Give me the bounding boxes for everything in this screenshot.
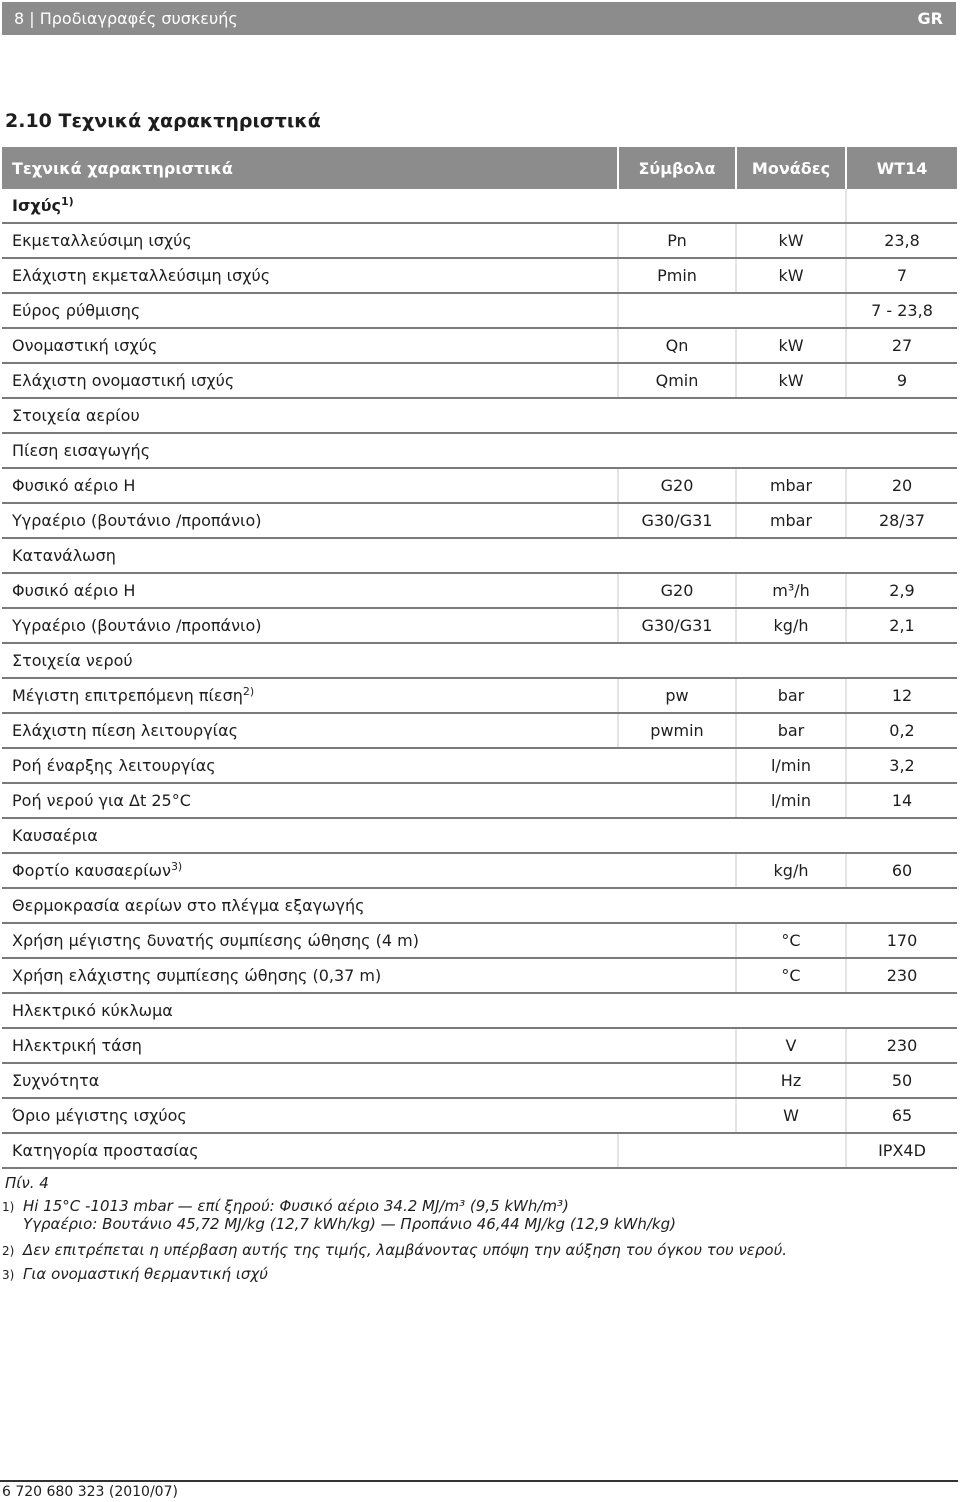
table-row — [2, 888, 957, 923]
row-label-cell — [2, 713, 618, 748]
unit-cell: kW — [736, 258, 846, 293]
value-cell: 28/37 — [846, 503, 957, 538]
table-row — [2, 1098, 957, 1133]
symbol-cell: pwmin — [618, 713, 736, 748]
row-label-cell — [2, 223, 618, 258]
footnote-text: Δεν επιτρέπεται η υπέρβαση αυτής της τιμής, λαμβάνοντας υπόψη την αύξηση του όγκου του νερού. — [23, 1241, 788, 1259]
unit-cell: °C — [736, 958, 846, 993]
value-cell: 7 - 23,8 — [846, 293, 957, 328]
value-cell: 14 — [846, 783, 957, 818]
table-row — [2, 363, 957, 398]
table-row — [2, 643, 957, 678]
unit-cell: m³/h — [736, 573, 846, 608]
row-label-cell — [2, 1133, 618, 1168]
unit-cell: kg/h — [736, 608, 846, 643]
table-row — [2, 573, 957, 608]
value-cell: 2,9 — [846, 573, 957, 608]
row-label-cell — [2, 748, 736, 783]
value-cell: 20 — [846, 468, 957, 503]
footnote-text: Hi 15°C -1013 mbar — επί ξηρού: Φυσικό αέριο 34.2 MJ/m³ (9,5 kWh/m³) — [23, 1197, 569, 1215]
value-cell: 2,1 — [846, 608, 957, 643]
row-label: Πίεση εισαγωγής — [12, 441, 151, 460]
row-label: Ονομαστική ισχύς — [12, 336, 158, 355]
symbol-cell: Qmin — [618, 363, 736, 398]
unit-cell: kW — [736, 363, 846, 398]
footnote-text: Υγραέριο: Βουτάνιο 45,72 MJ/kg (12,7 kWh/kg) — Προπάνιο 46,44 MJ/kg (12,9 kWh/kg) — [23, 1215, 676, 1233]
value-cell: IPX4D — [846, 1133, 957, 1168]
row-label: Ελάχιστη εκμεταλλεύσιμη ισχύς — [12, 266, 271, 285]
symbol-cell: Pmin — [618, 258, 736, 293]
row-label: Υγραέριο (βουτάνιο /προπάνιο) — [12, 511, 262, 530]
footnote-text: Για ονομαστική θερμαντική ισχύ — [23, 1265, 268, 1283]
table-row — [2, 678, 957, 713]
unit-cell: mbar — [736, 468, 846, 503]
row-label-cell — [2, 189, 846, 223]
symbol-unit-cell — [618, 1133, 846, 1168]
row-label: Ισχύς — [12, 196, 62, 215]
page-header-bar — [2, 2, 956, 35]
row-label: Όριο μέγιστης ισχύος — [12, 1106, 187, 1125]
page-label: 8 | Προδιαγραφές συσκευής — [14, 9, 238, 28]
row-label-cell — [2, 608, 618, 643]
row-label: Κατηγορία προστασίας — [12, 1141, 199, 1160]
row-label-cell — [2, 888, 957, 923]
table-row — [2, 258, 957, 293]
table-row — [2, 958, 957, 993]
value-cell: 230 — [846, 1028, 957, 1063]
unit-cell: bar — [736, 678, 846, 713]
table-row — [2, 1028, 957, 1063]
row-label: Μέγιστη επιτρεπόμενη πίεση — [12, 686, 243, 705]
value-cell: 170 — [846, 923, 957, 958]
unit-cell: kW — [736, 328, 846, 363]
column-header-symbols: Σύμβολα — [618, 147, 736, 189]
column-header-model: WT14 — [846, 147, 957, 189]
table-row — [2, 468, 957, 503]
row-label-cell — [2, 1063, 736, 1098]
row-label: Κατανάλωση — [12, 546, 116, 565]
row-label-cell — [2, 573, 618, 608]
footnote-number: 1) — [2, 1200, 15, 1214]
row-label-cell — [2, 958, 736, 993]
table-header-row — [2, 147, 957, 189]
value-cell: 50 — [846, 1063, 957, 1098]
row-label: Καυσαέρια — [12, 826, 98, 845]
symbol-cell: G30/G31 — [618, 608, 736, 643]
row-label: Ροή νερού για Δt 25°C — [12, 791, 191, 810]
table-row — [2, 293, 957, 328]
row-label: Φυσικό αέριο H — [12, 476, 136, 495]
row-label: Χρήση ελάχιστης συμπίεσης ώθησης (0,37 m) — [12, 966, 382, 985]
row-label-cell — [2, 503, 618, 538]
row-label-cell — [2, 853, 736, 888]
unit-cell: kg/h — [736, 853, 846, 888]
footnote-3 — [2, 1265, 268, 1283]
table-row — [2, 328, 957, 363]
value-cell: 60 — [846, 853, 957, 888]
row-label-cell — [2, 538, 957, 573]
value-cell: 65 — [846, 1098, 957, 1133]
row-label: Ηλεκτρική τάση — [12, 1036, 142, 1055]
value-cell: 3,2 — [846, 748, 957, 783]
table-row — [2, 433, 957, 468]
table-row — [2, 993, 957, 1028]
unit-cell: bar — [736, 713, 846, 748]
table-row — [2, 783, 957, 818]
symbol-cell: Pn — [618, 223, 736, 258]
row-label-cell — [2, 993, 957, 1028]
row-label-cell — [2, 923, 736, 958]
table-row — [2, 818, 957, 853]
table-row — [2, 538, 957, 573]
unit-cell: °C — [736, 923, 846, 958]
footnote-marker: 1) — [61, 195, 74, 208]
symbol-cell: G30/G31 — [618, 503, 736, 538]
footnote-1 — [2, 1197, 676, 1233]
value-cell: 23,8 — [846, 223, 957, 258]
footnote-marker: 3) — [170, 860, 183, 873]
row-label: Στοιχεία αερίου — [12, 406, 140, 425]
row-label-cell — [2, 328, 618, 363]
row-label: Χρήση μέγιστης δυνατής συμπίεσης ώθησης (4 m) — [12, 931, 419, 950]
footnote-number: 3) — [2, 1268, 15, 1282]
row-label: Εύρος ρύθμισης — [12, 301, 141, 320]
unit-cell: V — [736, 1028, 846, 1063]
value-cell: 7 — [846, 258, 957, 293]
symbol-unit-cell — [618, 293, 846, 328]
document-number: 6 720 680 323 (2010/07) — [2, 1484, 178, 1500]
row-label-cell — [2, 258, 618, 293]
row-label-cell — [2, 1098, 736, 1133]
unit-cell: mbar — [736, 503, 846, 538]
row-label-cell — [2, 783, 736, 818]
table-row — [2, 398, 957, 433]
row-label-cell — [2, 293, 618, 328]
footer-divider — [0, 1480, 958, 1482]
table-row — [2, 1063, 957, 1098]
row-label: Ηλεκτρικό κύκλωμα — [12, 1001, 173, 1020]
row-label: Ελάχιστη πίεση λειτουργίας — [12, 721, 239, 740]
row-label-cell — [2, 433, 957, 468]
unit-cell: l/min — [736, 748, 846, 783]
table-body — [2, 189, 957, 1168]
value-cell: 12 — [846, 678, 957, 713]
table-row — [2, 223, 957, 258]
technical-specs-table — [2, 147, 957, 1169]
row-label-cell — [2, 818, 957, 853]
row-label-cell — [2, 678, 618, 713]
value-cell: 9 — [846, 363, 957, 398]
unit-cell: W — [736, 1098, 846, 1133]
row-label-cell — [2, 643, 957, 678]
row-label-cell — [2, 363, 618, 398]
row-label-cell — [2, 468, 618, 503]
row-label: Ροή έναρξης λειτουργίας — [12, 756, 216, 775]
symbol-cell: Qn — [618, 328, 736, 363]
row-label-cell — [2, 1028, 736, 1063]
value-cell: 0,2 — [846, 713, 957, 748]
value-cell: 27 — [846, 328, 957, 363]
row-label: Στοιχεία νερού — [12, 651, 133, 670]
table-reference: Πίν. 4 — [5, 1174, 49, 1192]
row-label: Υγραέριο (βουτάνιο /προπάνιο) — [12, 616, 262, 635]
unit-cell: l/min — [736, 783, 846, 818]
value-cell — [846, 189, 957, 223]
row-label: Συχνότητα — [12, 1071, 100, 1090]
row-label: Θερμοκρασία αερίων στο πλέγμα εξαγωγής — [12, 896, 365, 915]
value-cell: 230 — [846, 958, 957, 993]
table-row — [2, 608, 957, 643]
column-header-units: Μονάδες — [736, 147, 846, 189]
table-row — [2, 189, 957, 223]
unit-cell: kW — [736, 223, 846, 258]
row-label: Φορτίο καυσαερίων — [12, 861, 171, 880]
table-row — [2, 713, 957, 748]
table-row — [2, 503, 957, 538]
table-row — [2, 923, 957, 958]
section-title: 2.10 Τεχνικά χαρακτηριστικά — [5, 110, 321, 132]
footnote-marker: 2) — [242, 685, 255, 698]
table-row — [2, 1133, 957, 1168]
row-label: Ελάχιστη ονομαστική ισχύς — [12, 371, 235, 390]
table-row — [2, 853, 957, 888]
footnote-2 — [2, 1241, 787, 1259]
unit-cell: Hz — [736, 1063, 846, 1098]
footnote-number: 2) — [2, 1244, 15, 1258]
symbol-cell: G20 — [618, 468, 736, 503]
symbol-cell: pw — [618, 678, 736, 713]
column-header-characteristics: Τεχνικά χαρακτηριστικά — [2, 147, 618, 189]
language-code: GR — [917, 9, 943, 28]
symbol-cell: G20 — [618, 573, 736, 608]
row-label-cell — [2, 398, 957, 433]
row-label: Φυσικό αέριο H — [12, 581, 136, 600]
row-label: Εκμεταλλεύσιμη ισχύς — [12, 231, 192, 250]
table-row — [2, 748, 957, 783]
